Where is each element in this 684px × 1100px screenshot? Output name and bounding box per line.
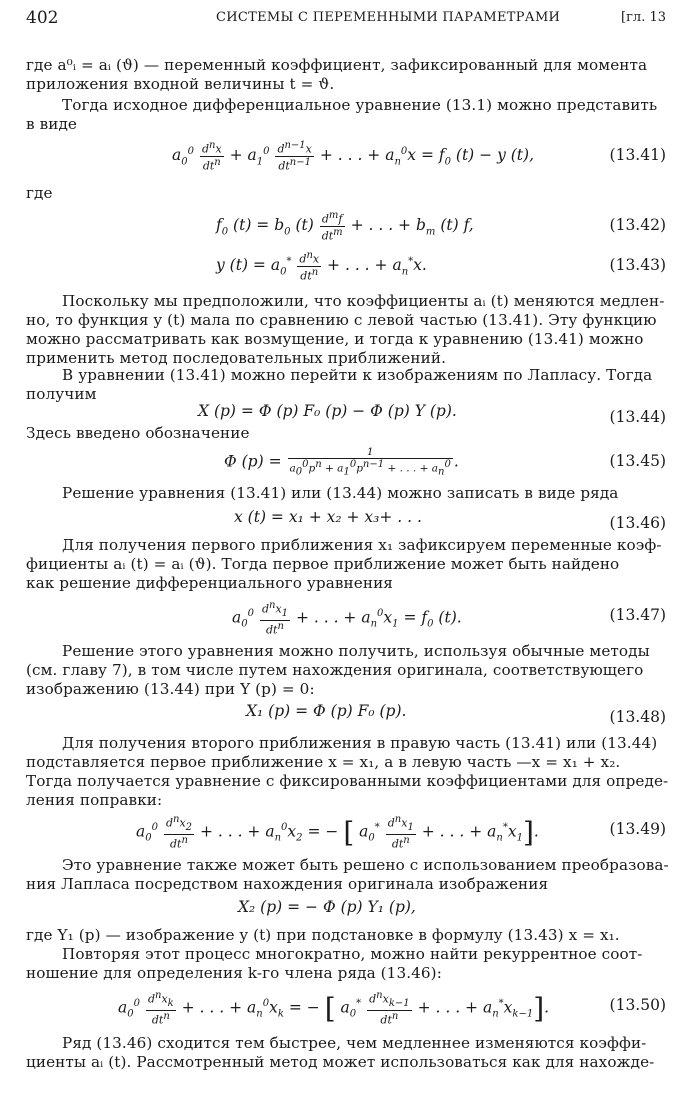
paragraph-9 — [26, 642, 666, 699]
equation-13-48 — [26, 702, 666, 734]
text-line: циенты aᵢ (t). Рассмотренный метод может использоваться как для нахожде- — [26, 1053, 655, 1071]
paragraph-5 — [26, 366, 666, 404]
paragraph-12 — [26, 926, 666, 983]
equation-13-42: $f_0$ $(t) = b_0$ (t) $\frac{d^mf}{dt^m}$ + . . . + $b_m$ (t) f, (13.42) — [216, 210, 666, 243]
text-line: в виде — [26, 115, 77, 133]
text-line: подставляется первое приближение x = x₁, а в левую часть —x = x₁ + x₂. — [26, 753, 621, 771]
text-line: Здесь введено обозначение — [26, 424, 250, 442]
text-line: где a⁰ᵢ = aᵢ (ϑ) — переменный коэффициент, зафиксированный для момента — [26, 56, 648, 74]
text-line: (см. главу 7), в том числе путем нахождения оригинала, соответствующего — [26, 661, 644, 679]
equation-13-41: $a_0^0$ $\frac{d^nx}{dt^n}$ + $a_1^0$ $\frac{d^{n-1}x}{dt^{n-1}}$ + . . . + $a_n^0x = f_0$ (t) − y (t), (13.41) — [172, 140, 666, 173]
paragraph-10 — [26, 734, 669, 810]
chapter-label: [гл. 13 — [621, 10, 666, 25]
paragraph-11 — [26, 856, 669, 894]
equation-13-47: $a_0^0$ $\frac{d^nx_1}{dt^n}$ + . . . + $a_n^0x_1 = f_0$ (t). (13.47) — [232, 600, 666, 637]
text-line: ления поправки: — [26, 791, 163, 809]
text-line: Это уравнение также может быть решено с использованием преобразова- — [62, 856, 669, 874]
text-line: Для получения второго приближения в правую часть (13.41) или (13.44) — [62, 734, 658, 752]
paragraph-2 — [26, 96, 666, 134]
equation-number: (13.41) — [609, 146, 666, 164]
equation-number: (13.44) — [609, 408, 666, 426]
paragraph-13 — [26, 1034, 666, 1072]
paragraph-1 — [26, 56, 666, 94]
equation-13-49: $a_0^0$ $\frac{d^nx_2}{dt^n}$ + . . . + $a_n^0x_2$ = − [ $a_0^*$ $\frac{d^nx_1}{dt^n}$ + . . . + $a_n^*x_1$]. (13.49) — [136, 814, 666, 851]
paragraph-3 — [26, 184, 666, 203]
equation-number: (13.50) — [609, 996, 666, 1014]
page-number: 402 — [26, 8, 59, 28]
text-line: приложения входной величины t = ϑ. — [26, 75, 335, 93]
text-line: В уравнении (13.41) можно перейти к изображениям по Лапласу. Тогда — [62, 366, 653, 384]
equation-number: (13.45) — [609, 452, 666, 470]
equation-number: (13.42) — [609, 216, 666, 234]
paragraph-4 — [26, 292, 666, 368]
text-line: Тогда получается уравнение с фиксированными коэффициентами для опреде- — [26, 772, 669, 790]
paragraph-6 — [26, 424, 666, 443]
paragraph-8 — [26, 536, 666, 593]
equation-13-50: $a_0^0$ $\frac{d^nx_k}{dt^n}$ + . . . + $a_n^0x_k$ = − [ $a_0^*$ $\frac{d^nx_{k-1}}{dt^n}$ + . . . + $a_n^*x_{k-1}$]. (13.50) — [118, 990, 666, 1027]
text-line: как решение дифференциального уравнения — [26, 574, 393, 592]
text-line: ния Лапласа посредством нахождения оригинала изображения — [26, 875, 549, 893]
text-line: Решение этого уравнения можно получить, используя обычные методы — [62, 642, 650, 660]
text-line: где Y₁ (p) — изображение y (t) при подстановке в формулу (13.43) x = x₁. — [26, 926, 620, 944]
equation-number: (13.47) — [609, 606, 666, 624]
equation-13-45: Φ (p) = $\frac{1}{a_0^0p^n + a_1^0p^{n-1} + . . . + a_n^0}$ . (13.45) — [224, 446, 666, 478]
text-line: Тогда исходное дифференциальное уравнение (13.1) можно представить — [62, 96, 658, 114]
equation-number: (13.48) — [609, 708, 666, 726]
text-line: изображению (13.44) при Y (p) = 0: — [26, 680, 315, 698]
equation-body: x (t) = x₁ + x₂ + x₃+ . . . — [234, 508, 422, 526]
equation-body: X (p) = Φ (p) F₀ (p) − Φ (p) Y (p). — [198, 402, 457, 420]
equation-13-43: y $(t) = a_0^*$ $\frac{d^nx}{dt^n}$ + . . . + $a_n^*x$. (13.43) — [216, 250, 666, 283]
text-line: но, то функция y (t) мала по сравнению с левой частью (13.41). Эту функцию — [26, 311, 657, 329]
equation-number: (13.49) — [609, 820, 666, 838]
equation-body: X₁ (p) = Φ (p) F₀ (p). — [246, 702, 407, 720]
running-title: СИСТЕМЫ С ПЕРЕМЕННЫМИ ПАРАМЕТРАМИ — [216, 10, 561, 25]
equation-body: X₂ (p) = − Φ (p) Y₁ (p), — [238, 898, 416, 916]
text-line: фициенты aᵢ (t) = aᵢ (ϑ). Тогда первое приближение может быть найдено — [26, 555, 620, 573]
text-line: можно рассматривать как возмущение, и тогда к уравнению (13.41) можно — [26, 330, 644, 348]
text-line: применить метод последовательных приближений. — [26, 349, 446, 367]
text-line: Решение уравнения (13.41) или (13.44) можно записать в виде ряда — [62, 484, 619, 502]
text-line: Поскольку мы предположили, что коэффициенты aᵢ (t) меняются медлен- — [62, 292, 665, 310]
text-line: Повторяя этот процесс многократно, можно найти рекуррентное соот- — [62, 945, 643, 963]
text-line: ношение для определения k-го члена ряда (13.46): — [26, 964, 442, 982]
text-line: получим — [26, 385, 97, 403]
text-line: Для получения первого приближения x₁ зафиксируем переменные коэф- — [62, 536, 662, 554]
paragraph-7 — [26, 484, 666, 503]
equation-number: (13.46) — [609, 514, 666, 532]
text-line: Ряд (13.46) сходится тем быстрее, чем медленнее изменяются коэффи- — [62, 1034, 647, 1052]
equation-number: (13.43) — [609, 256, 666, 274]
page-header — [26, 8, 666, 32]
text-line: где — [26, 184, 53, 202]
